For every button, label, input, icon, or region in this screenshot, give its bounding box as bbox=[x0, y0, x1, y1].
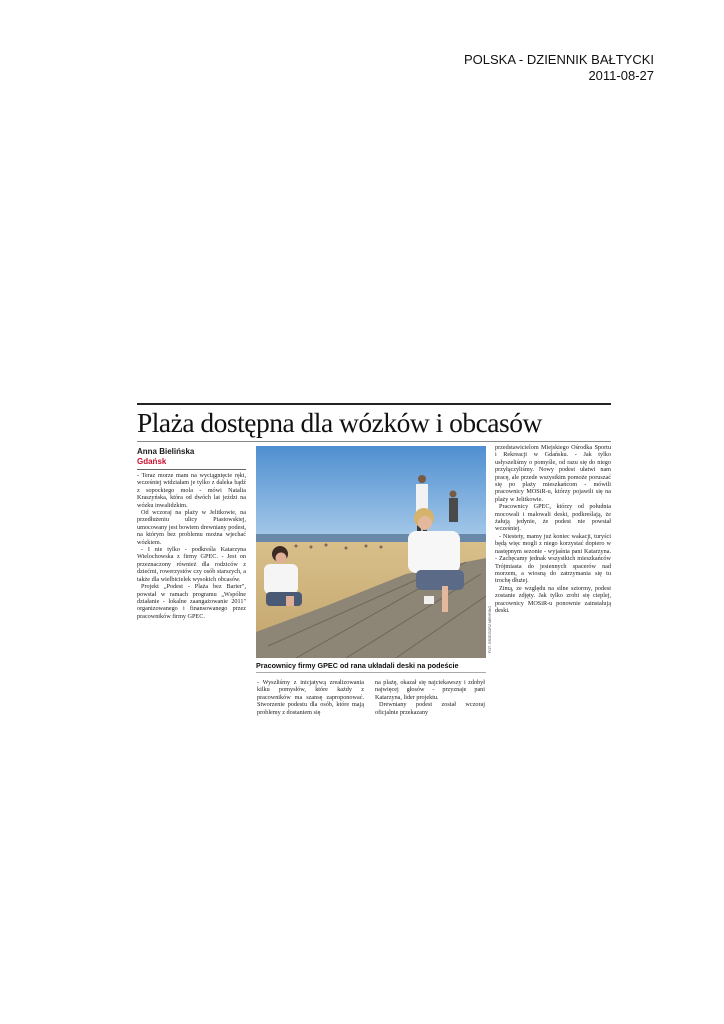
photo-credit: FOT. GRZEGORZ MEHRING bbox=[488, 605, 492, 653]
article-column-1 bbox=[137, 472, 246, 742]
paragraph: Drewniany podest został wczoraj oficjalnie przekazany bbox=[375, 701, 485, 716]
article-headline: Plaża dostępna dla wózków i obcasów bbox=[137, 407, 542, 438]
byline bbox=[137, 447, 246, 467]
paragraph: - Teraz morze mam na wyciągnięcie ręki, wcześniej widziałam je tylko z daleka bądź z sopockiego mola - mówi Natalia Kraszyńska, która od dwóch lat jeździ na wózku inwalidzkim. bbox=[137, 472, 246, 509]
paragraph: - Niestety, mamy już koniec wakacji, turyści będą więc mogli z niego korzystać dopiero w następnym sezonie - wyjaśnia pani Katarzyna. - Zachęcamy jednak wszystkich mieszkańców Trójmiasta do jesiennych spacerów nad morzem, a wiosną do zatrzymania się tu trochę dłużej. bbox=[495, 532, 611, 585]
article-column-4 bbox=[375, 679, 485, 743]
dateline-place: Gdańsk bbox=[137, 457, 167, 466]
paragraph: Od wczoraj na plaży w Jelitkowie, na przedłużeniu ulicy Piastowskiej, umocowany jest bowiem drewniany podest, na którym bez problemu można wjechać wózkiem. bbox=[137, 509, 246, 546]
paragraph: Zimą, ze względu na silne sztormy, podest zostanie zdjęty. Jak tylko zrobi się cieplej, pracownicy MOSiR-u ponownie zainstalują deski. bbox=[495, 584, 611, 614]
paragraph: przedstawicielom Miejskiego Ośrodka Sportu i Rekreacji w Gdańsku. - Jak tylko usłyszeliśmy o pomyśle, od razu się do niego przyłączyliśmy. Nowy podest ułatwi nam pracę, ale przede wszystkim pomoże poruszać się po plaży mieszkańcom - mówili pracownicy MOSiR-u, którzy pojawili się na plaży w Jelitkowie. bbox=[495, 444, 611, 503]
paragraph: - I nie tylko - podkreśla Katarzyna Wielochowska z firmy GPEC. - Jest on przeznaczony również dla rodziców z dziećmi, rowerzystów czy osób starszych, a także dla wielbicielek wysokich obcasów. bbox=[137, 546, 246, 583]
article-column-3 bbox=[257, 679, 364, 743]
photo-caption: Pracownicy firmy GPEC od rana układali deski na podeście bbox=[256, 661, 459, 670]
article-photo bbox=[256, 446, 486, 658]
headline-rule bbox=[137, 441, 611, 442]
newspaper-article bbox=[137, 403, 611, 743]
author-name: Anna Bielińska bbox=[137, 447, 195, 456]
publication-date: 2011-08-27 bbox=[588, 68, 654, 83]
paragraph: na plażę, okazał się najciekawszy i zdobył najwięcej głosów - przyznaje pani Katarzyna, lider projektu. bbox=[375, 679, 485, 701]
publication-name: POLSKA - DZIENNIK BAŁTYCKI bbox=[464, 52, 654, 67]
byline-rule bbox=[137, 469, 246, 470]
paragraph: Projekt „Podest - Plaża bez Barier", powstał w ramach programu „Wspólne działanie - lokalne zaangażowanie 2011" organizowanego i finansowanego przez pracowników firmy GPEC. bbox=[137, 583, 246, 620]
source-header bbox=[464, 52, 654, 84]
top-rule bbox=[137, 403, 611, 405]
article-column-5 bbox=[495, 444, 611, 743]
paragraph: - Wyszliśmy z inicjatywą zrealizowania kilku pomysłów, które każdy z pracowników ma szansę zaproponować. Stworzenie podestu dla osób, które mają problemy z dostaniem się bbox=[257, 679, 364, 716]
caption-rule bbox=[256, 672, 486, 673]
paragraph: Pracownicy GPEC, którzy od południa mocowali i malowali deski, podkreślają, że żałują jedynie, że podest nie powstał wcześniej. bbox=[495, 503, 611, 533]
